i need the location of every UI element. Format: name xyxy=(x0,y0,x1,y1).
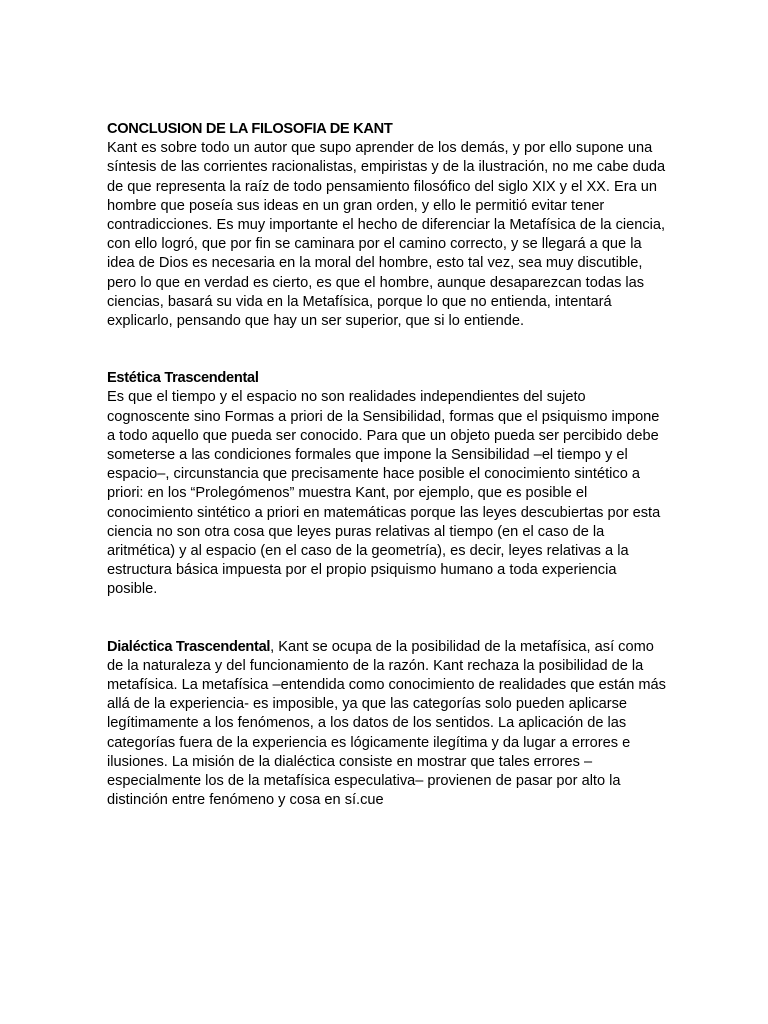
section-heading: Dialéctica Trascendental xyxy=(107,638,271,655)
section-heading: CONCLUSION DE LA FILOSOFIA DE KANT xyxy=(107,121,393,137)
section-dialectica xyxy=(107,638,667,811)
section-estetica xyxy=(107,369,667,599)
section-paragraph: , Kant se ocupa de la posibilidad de la metafísica, así como de la naturaleza y del funcionamiento de la razón. Kant rechaza la posibilidad de la metafísica. La metafísica –entendida como conocimiento de realidades que están más allá de la experiencia- es imposible, ya que las categorías solo pueden aplicarse legítimamente a los fenómenos, a los datos de los sentidos. La aplicación de las categorías fuera de la experiencia es lógicamente ilegítima y da lugar a errores e ilusiones. La misión de la dialéctica consiste en mostrar que tales errores –especialmente los de la metafísica especulativa– provienen de pasar por alto la distinción entre fenómeno y cosa en sí.cue xyxy=(107,638,666,809)
section-conclusion xyxy=(107,120,667,331)
section-paragraph: Kant es sobre todo un autor que supo aprender de los demás, y por ello supone una síntesis de las corrientes racionalistas, empiristas y de la ilustración, no me cabe duda de que representa la raíz de todo pensamiento filosófico del siglo XIX y el XX. Era un hombre que poseía sus ideas en un gran orden, y ello le permitió evitar tener contradicciones. Es muy importante el hecho de diferenciar la Metafísica de la ciencia, con ello logró, que por fin se caminara por el camino correcto, y se llegará a que la idea de Dios es necesaria en la moral del hombre, esto tal vez, sea muy discutible, pero lo que en verdad es cierto, es que el hombre, aunque desaparezcan todas las ciencias, basará su vida en la Metafísica, porque lo que no entienda, intentará explicarlo, pensando que hay un ser superior, que si lo entiende. xyxy=(107,140,666,330)
document-content xyxy=(107,120,667,811)
section-paragraph: Es que el tiempo y el espacio no son realidades independientes del sujeto cognoscente sino Formas a priori de la Sensibilidad, formas que el psiquismo impone a todo aquello que pueda ser conocido. Para que un objeto pueda ser percibido debe someterse a las condiciones formales que impone la Sensibilidad –el tiempo y el espacio–, circunstancia que precisamente hace posible el conocimiento sintético a priori: en los “Prolegómenos” muestra Kant, por ejemplo, que es posible el conocimiento sintético a priori en matemáticas porque las leyes descubiertas por esta ciencia no son otra cosa que leyes puras relativas al tiempo (en el caso de la aritmética) y al espacio (en el caso de la geometría), es decir, leyes relativas a la estructura básica impuesta por el propio psiquismo humano a toda experiencia posible. xyxy=(107,389,661,598)
section-heading: Estética Trascendental xyxy=(107,370,259,387)
